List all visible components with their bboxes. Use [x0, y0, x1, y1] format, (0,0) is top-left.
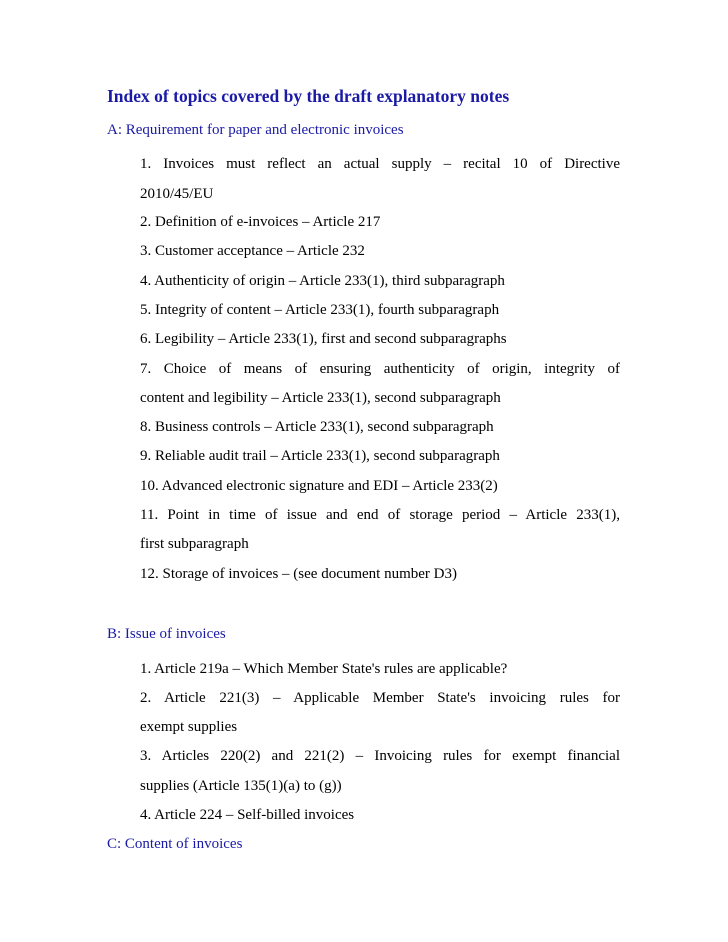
- list-item: 1. Invoices must reflect an actual supply – recital 10 of Directive: [140, 156, 620, 172]
- list-item: 10. Advanced electronic signature and EDI – Article 233(2): [140, 478, 498, 494]
- list-item: 1. Article 219a – Which Member State's rules are applicable?: [140, 661, 508, 677]
- list-item: 4. Authenticity of origin – Article 233(1), third subparagraph: [140, 273, 505, 289]
- section-heading-c: C: Content of invoices: [107, 836, 243, 852]
- list-item: 7. Choice of means of ensuring authenticity of origin, integrity of: [140, 361, 620, 377]
- list-item-continuation: 2010/45/EU: [140, 186, 214, 202]
- list-item: 3. Customer acceptance – Article 232: [140, 243, 365, 259]
- list-item: 5. Integrity of content – Article 233(1), fourth subparagraph: [140, 302, 500, 318]
- list-item-continuation: content and legibility – Article 233(1), second subparagraph: [140, 390, 501, 406]
- list-item: 3. Articles 220(2) and 221(2) – Invoicing rules for exempt financial: [140, 748, 620, 764]
- list-item-continuation: exempt supplies: [140, 719, 238, 735]
- list-item: 9. Reliable audit trail – Article 233(1), second subparagraph: [140, 448, 500, 464]
- list-item: 11. Point in time of issue and end of storage period – Article 233(1),: [140, 507, 620, 523]
- section-heading-a: A: Requirement for paper and electronic invoices: [107, 122, 404, 138]
- list-item: 8. Business controls – Article 233(1), second subparagraph: [140, 419, 494, 435]
- list-item: 2. Article 221(3) – Applicable Member State's invoicing rules for: [140, 690, 620, 706]
- list-item: 4. Article 224 – Self-billed invoices: [140, 807, 355, 823]
- section-heading-b: B: Issue of invoices: [107, 626, 226, 642]
- list-item: 2. Definition of e-invoices – Article 217: [140, 214, 381, 230]
- list-item-continuation: first subparagraph: [140, 536, 249, 552]
- list-item: 6. Legibility – Article 233(1), first and second subparagraphs: [140, 331, 507, 347]
- list-item-continuation: supplies (Article 135(1)(a) to (g)): [140, 778, 342, 794]
- page-title: Index of topics covered by the draft explanatory notes: [107, 86, 510, 106]
- list-item: 12. Storage of invoices – (see document number D3): [140, 566, 457, 582]
